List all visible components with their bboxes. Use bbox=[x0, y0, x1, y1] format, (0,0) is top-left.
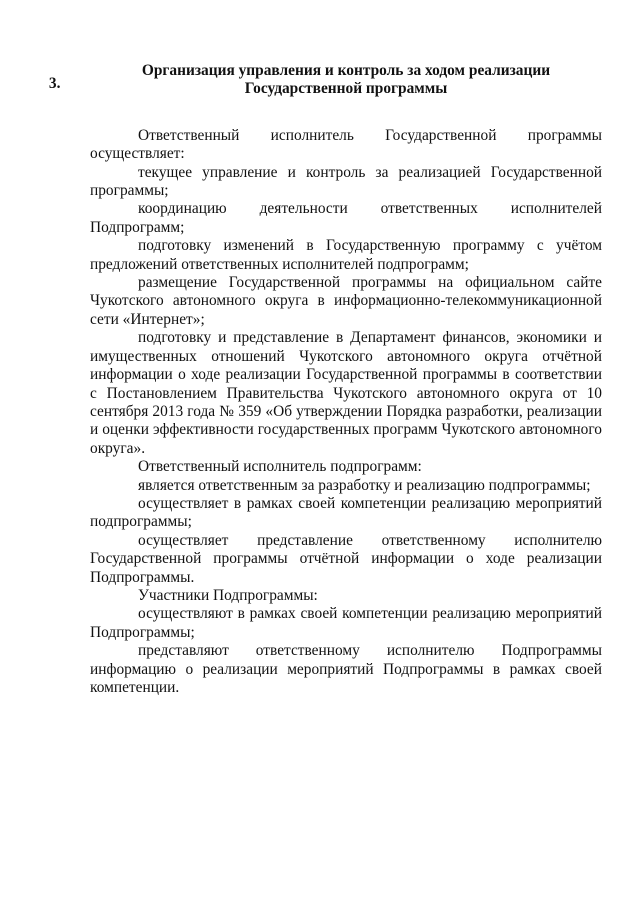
paragraph-preparing-changes: подготовку изменений в Государственную программу с учётом предложений ответственных исполнителей подпрограмм; bbox=[90, 237, 602, 273]
section-number-text: 3. bbox=[48, 75, 61, 92]
paragraph-responsible-executor-intro: Ответственный исполнитель Государственной программы осуществляет: bbox=[90, 126, 602, 163]
paragraph-current-management: текущее управление и контроль за реализацией Государственной программы; bbox=[90, 163, 602, 200]
heading-title-line-2: Государственной программы bbox=[244, 80, 448, 98]
paragraph-website-publication: размещение Государственной программы на официальном сайте Чукотского автономного округа в информационно-телекоммуникационной сети «Интернет»; bbox=[90, 274, 602, 328]
paragraph-participants-information: представляют ответственному исполнителю Подпрограммы информацию о реализации мероприятий Подпрограммы в рамках своей компетенции. bbox=[90, 642, 602, 696]
heading-title-line-1: Организация управления и контроль за ходом реализации bbox=[141, 62, 551, 79]
paragraph-subprogram-implementation: осуществляет в рамках своей компетенции реализацию мероприятий подпрограммы; bbox=[90, 494, 602, 531]
paragraph-reporting: подготовку и представление в Департамент финансов, экономики и имущественных отношений Чукотского автономного округа отчётной информации о ходе реализации Государственной программы в соответствии с Постановлением Правительства Чукотского автономного округа от 10 сентября 2013 года № 359 «Об утверждении Порядка разработки, реализации и оценки эффективности государственных программ Чукотского автономного округа». bbox=[90, 329, 602, 457]
paragraph-subprogram-executor-intro: Ответственный исполнитель подпрограмм: bbox=[138, 458, 422, 476]
document-page bbox=[48, 62, 602, 697]
paragraph-subprogram-development: является ответственным за разработку и реализацию подпрограммы; bbox=[138, 476, 591, 494]
paragraph-subprogram-reporting: осуществляет представление ответственному исполнителю Государственной программы отчётной информации о ходе реализации Подпрограммы. bbox=[90, 531, 602, 586]
paragraph-participants-intro: Участники Подпрограммы: bbox=[138, 586, 318, 604]
section-heading bbox=[48, 62, 602, 99]
paragraph-participants-implementation: осуществляют в рамках своей компетенции реализацию мероприятий Подпрограммы; bbox=[90, 605, 602, 641]
paragraph-coordination: координацию деятельности ответственных исполнителей Подпрограмм; bbox=[90, 200, 602, 236]
